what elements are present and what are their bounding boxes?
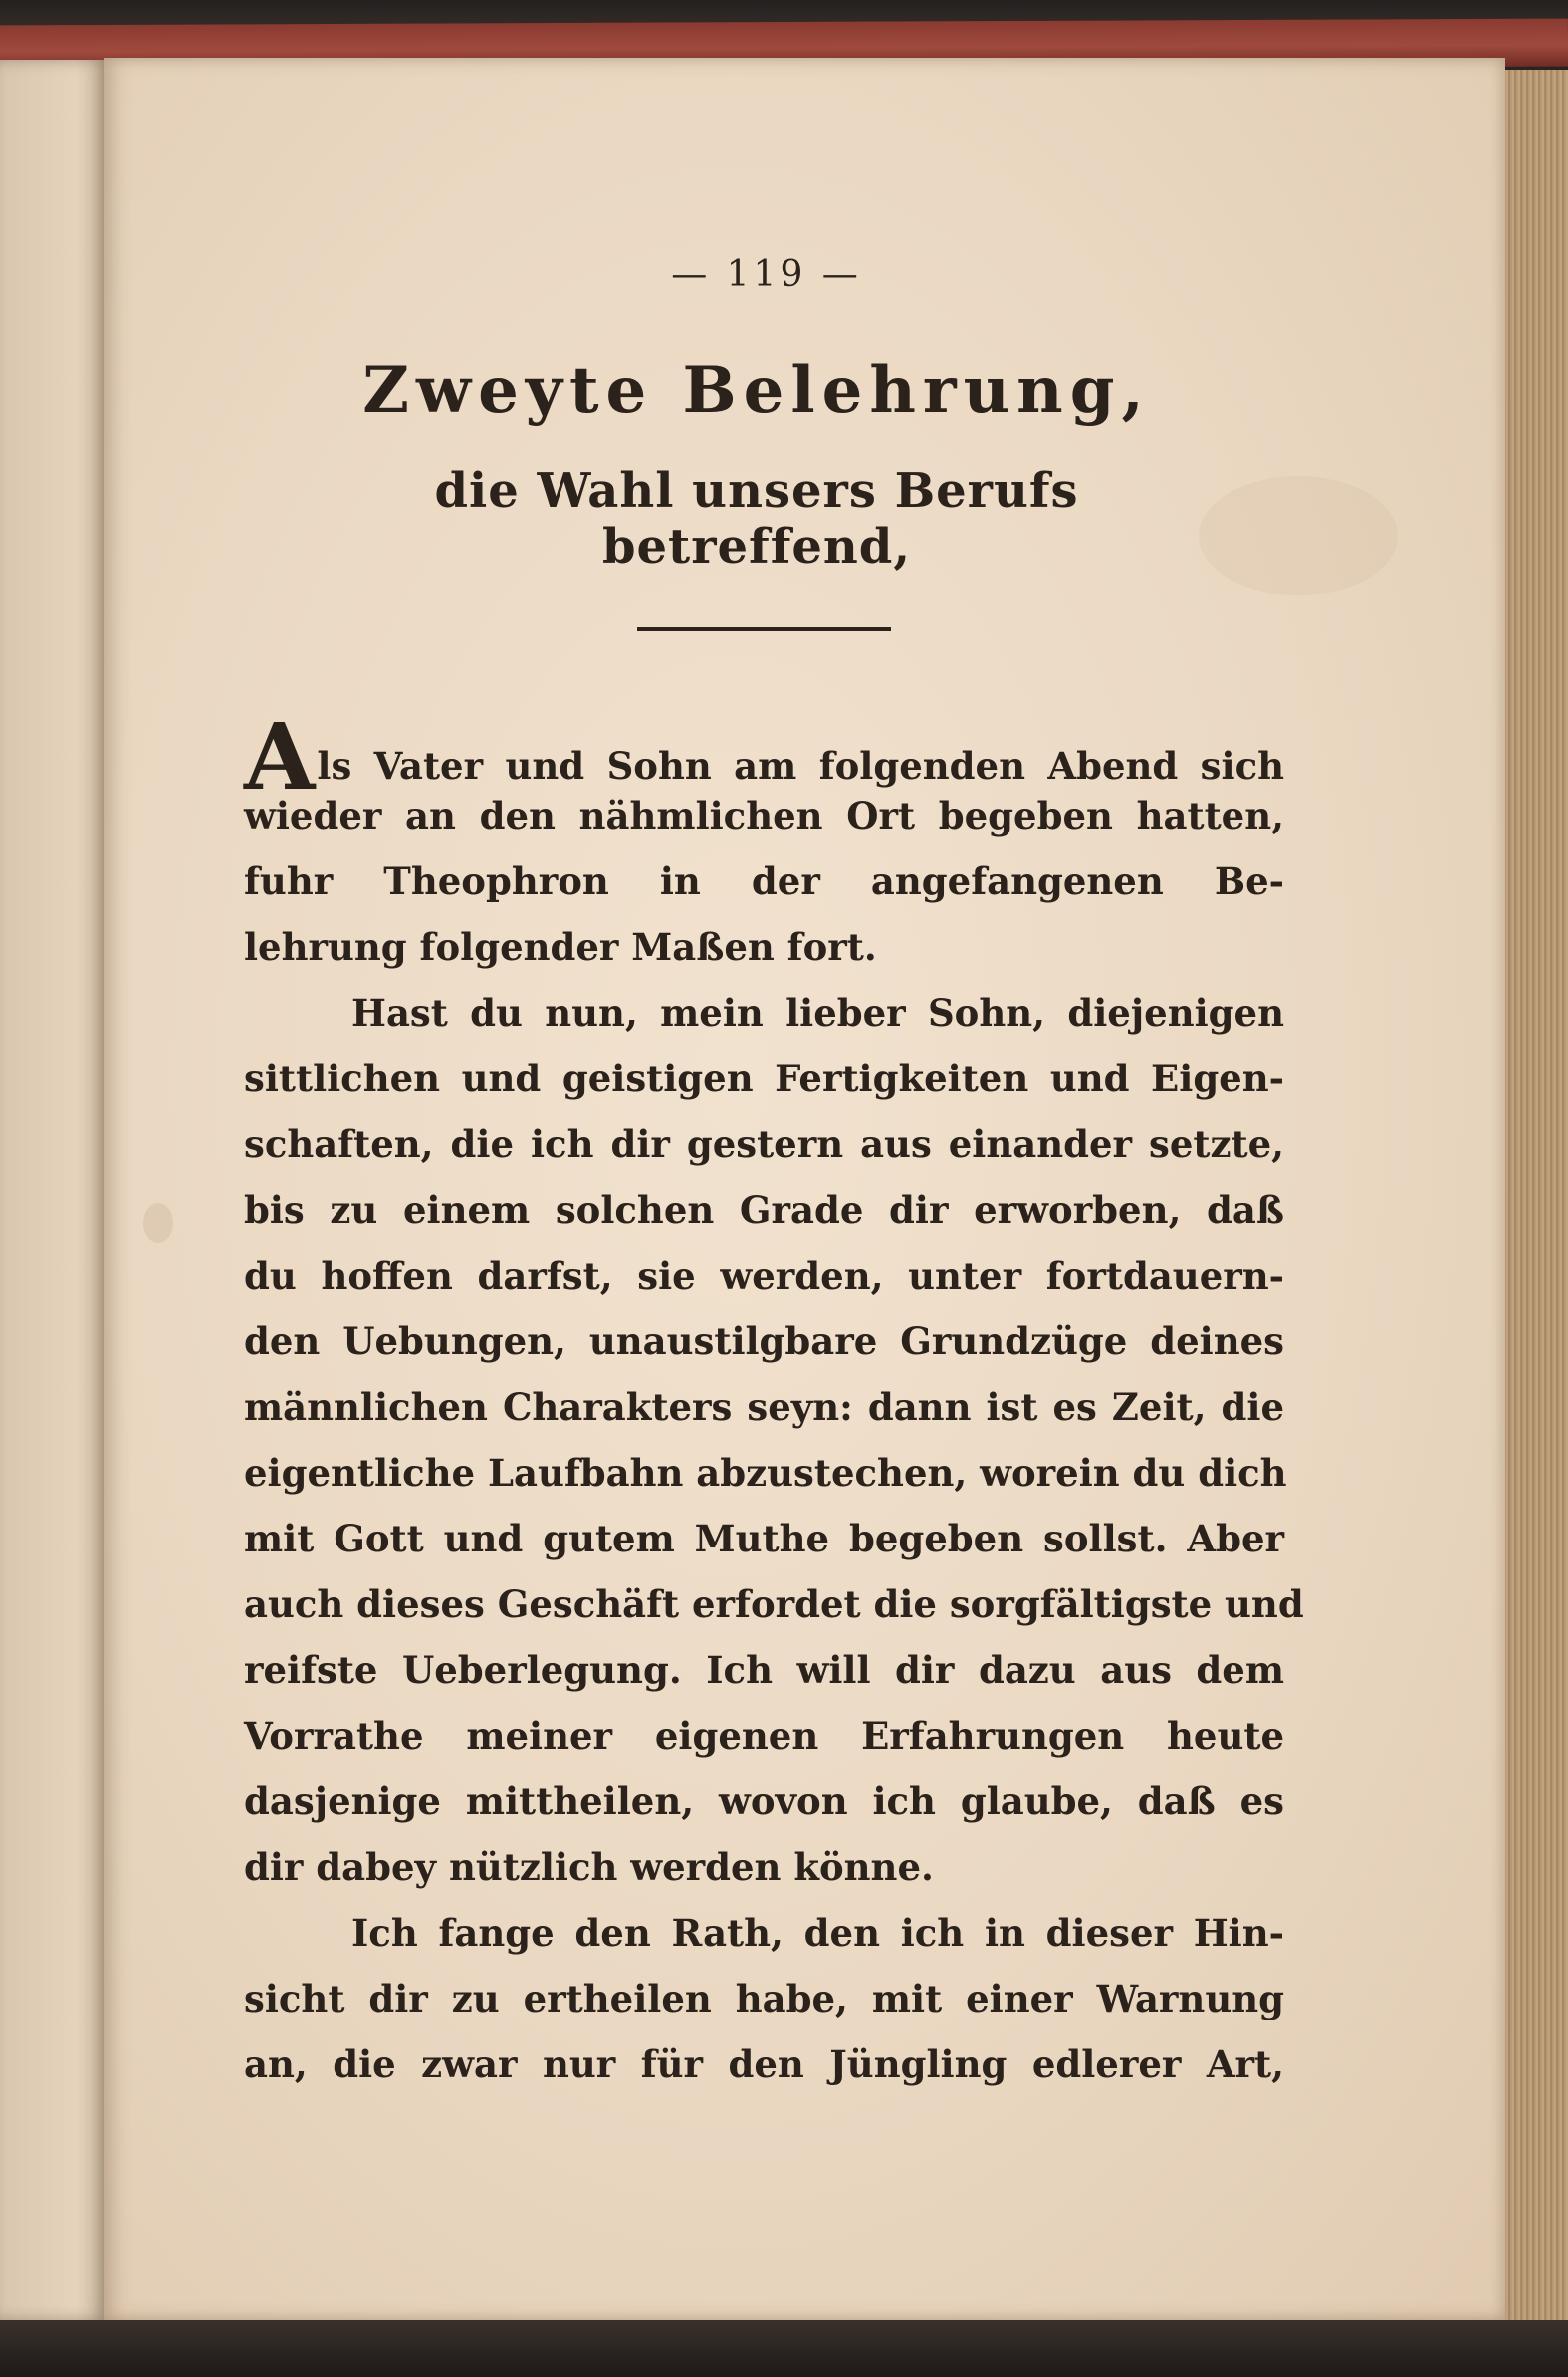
text-line: reifste Ueberlegung. Ich will dir dazu aus dem bbox=[244, 1648, 1284, 1692]
background-bottom bbox=[0, 2320, 1568, 2377]
chapter-subheading: die Wahl unsers Berufs betreffend, bbox=[434, 463, 1079, 575]
page-stain bbox=[143, 1203, 173, 1243]
text-line: dir dabey nützlich werden könne. bbox=[244, 1845, 934, 1889]
heading-rule bbox=[637, 627, 891, 631]
page-number: — 119 — bbox=[671, 254, 862, 295]
drop-cap: A bbox=[244, 703, 316, 811]
text-line: an, die zwar nur für den Jüngling edlerer Art, bbox=[244, 2042, 1284, 2086]
text-line: den Uebungen, unaustilgbare Grundzüge deines bbox=[244, 1319, 1284, 1363]
text-line: auch dieses Geschäft erfordet die sorgfältigste und bbox=[244, 1582, 1304, 1626]
text-line: Als Vater und Sohn am folgenden Abend sich bbox=[244, 703, 1284, 811]
body-text bbox=[244, 703, 1304, 2097]
text-line: sicht dir zu ertheilen habe, mit einer Warnung bbox=[244, 1977, 1284, 2020]
text-line: Vorrathe meiner eigenen Erfahrungen heute bbox=[244, 1714, 1284, 1758]
text-line: du hoffen darfst, sie werden, unter fortdauern- bbox=[244, 1254, 1284, 1298]
text-line: wieder an den nähmlichen Ort begeben hatten, bbox=[244, 794, 1284, 837]
text-line: bis zu einem solchen Grade dir erworben, daß bbox=[244, 1188, 1284, 1232]
text-line: fuhr Theophron in der angefangenen Be- bbox=[244, 859, 1284, 903]
page-stain bbox=[1199, 476, 1398, 595]
left-page-edge bbox=[0, 60, 108, 2320]
text-line: dasjenige mittheilen, wovon ich glaube, daß es bbox=[244, 1780, 1284, 1823]
text-line: schaften, die ich dir gestern aus einander setzte, bbox=[244, 1122, 1284, 1166]
text-line: sittlichen und geistigen Fertigkeiten und Eigen- bbox=[244, 1057, 1284, 1100]
text-line: mit Gott und gutem Muthe begeben sollst. Aber bbox=[244, 1517, 1284, 1560]
page-block-edge bbox=[1505, 70, 1568, 2320]
text-line: Hast du nun, mein lieber Sohn, diejenigen bbox=[351, 991, 1284, 1035]
chapter-heading: Zweyte Belehrung, bbox=[362, 354, 1151, 428]
text-line: Ich fange den Rath, den ich in dieser Hin- bbox=[351, 1911, 1284, 1955]
text-line: lehrung folgender Maßen fort. bbox=[244, 925, 877, 969]
text-line: eigentliche Laufbahn abzustechen, worein du dich bbox=[244, 1451, 1287, 1495]
text-line: männlichen Charakters seyn: dann ist es Zeit, die bbox=[244, 1385, 1284, 1429]
